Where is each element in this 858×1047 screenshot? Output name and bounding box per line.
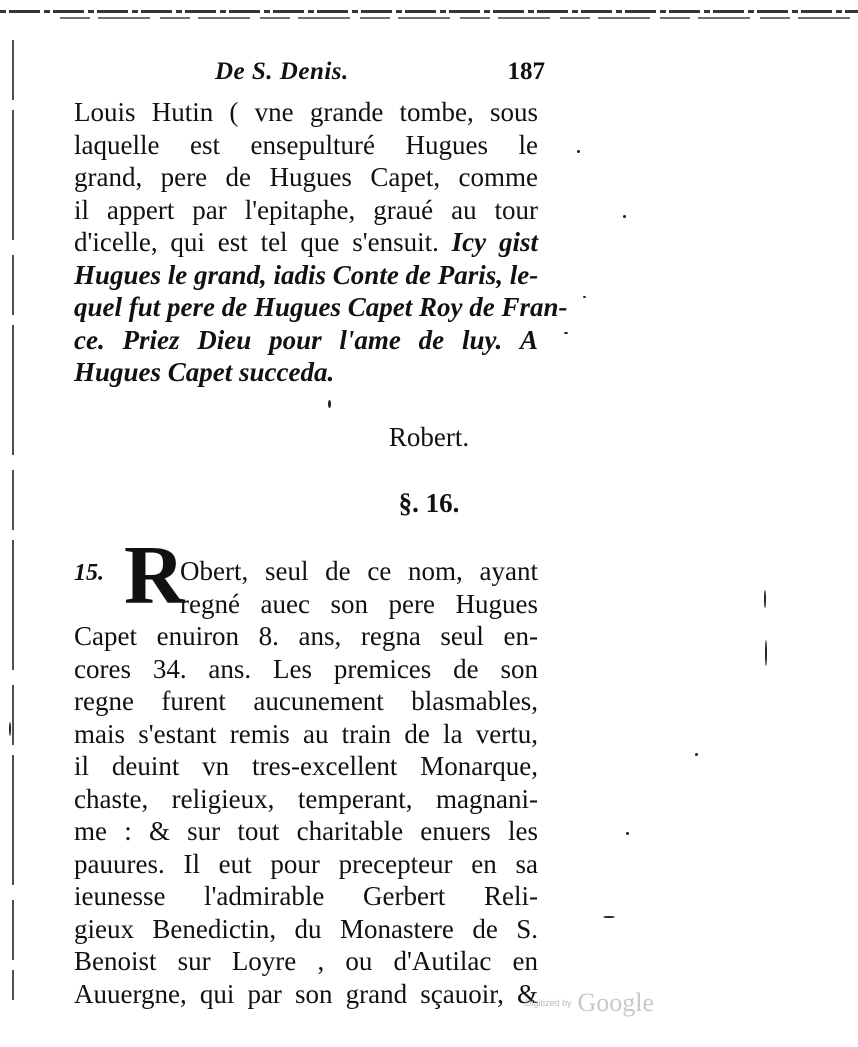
text-line: mais s'estant remis au train de la vertu, xyxy=(74,718,538,749)
drop-cap: R xyxy=(124,529,185,622)
scan-speck xyxy=(764,590,766,608)
page-number: 187 xyxy=(507,58,545,85)
text-line: pauures. Il eut pour precepteur en sa xyxy=(74,848,538,879)
epitaph-text: Priez Dieu pour l'ame de luy. xyxy=(122,324,503,355)
scan-speck xyxy=(695,753,698,756)
digitization-watermark xyxy=(525,988,654,1018)
scan-speck xyxy=(583,296,586,298)
scan-speck xyxy=(9,722,11,736)
watermark-prefix: Digitized by xyxy=(525,998,572,1008)
text-line: il appert par l'epitaphe, graué au tour xyxy=(74,194,538,225)
text-line: gieux Benedictin, du Monastere de S. xyxy=(74,913,538,944)
scan-speck xyxy=(577,150,580,153)
paragraph-mark: §. 16. xyxy=(398,488,460,518)
text-run: d'icelle, qui est tel que s'ensuit. xyxy=(74,227,439,257)
text-line: me : & sur tout charitable enuers les xyxy=(74,816,538,846)
scan-speck xyxy=(626,832,629,835)
text-line: Obert, seul de ce nom, ayant xyxy=(180,556,538,586)
top-paragraph xyxy=(74,96,568,389)
scan-speck xyxy=(623,215,626,218)
text-line xyxy=(74,324,538,357)
text-line: il deuint vn tres-excellent Monarque, xyxy=(74,751,538,781)
epitaph-line: Hugues le grand, iadis Conte de Paris, le- xyxy=(74,259,539,290)
text-line: Louis Hutin ( vne grande tombe, sous xyxy=(74,97,538,127)
scan-speck xyxy=(564,332,568,334)
scan-artifact-line xyxy=(0,10,858,13)
marginal-number: 15. xyxy=(74,560,104,586)
text-line: grand, pere de Hugues Capet, comme xyxy=(74,162,538,192)
epitaph-text: Icy gist xyxy=(451,227,538,257)
robert-paragraph xyxy=(74,620,538,1010)
page-gutter-edge xyxy=(12,40,14,1000)
text-line: regne furent aucunement blasmables, xyxy=(74,686,538,716)
epitaph-line: quel fut pere de Hugues Capet Roy de Fran- xyxy=(74,292,568,322)
text-line: Auuergne, qui par son grand sçauoir, & xyxy=(74,978,538,1009)
epitaph-line: Hugues Capet succeda. xyxy=(74,357,335,387)
watermark-brand: Google xyxy=(577,988,655,1017)
paragraph-symbol: A xyxy=(520,324,539,355)
text-line: cores 34. ans. Les premices de son xyxy=(74,653,538,684)
text-line: chaste, religieux, temperant, magnani- xyxy=(74,783,538,814)
scan-speck xyxy=(328,400,331,408)
scan-speck xyxy=(603,916,615,918)
section-heading: Robert. xyxy=(388,422,470,452)
text-line: Benoist sur Loyre , ou d'Autilac en xyxy=(74,946,538,976)
text-run: ce. xyxy=(74,324,123,355)
running-head xyxy=(215,58,545,92)
text-line: ieunesse l'admirable Gerbert Reli- xyxy=(74,881,538,911)
text-line: regné auec son pere Hugues xyxy=(180,588,538,619)
text-line: Capet enuiron 8. ans, regna seul en- xyxy=(74,621,538,651)
text-line: laquelle est ensepulturé Hugues le xyxy=(74,129,538,160)
drop-cap-lines xyxy=(180,555,538,620)
running-title: De S. Denis. xyxy=(215,58,349,85)
scan-speck xyxy=(765,640,767,666)
scan-artifact-line xyxy=(60,17,858,19)
text-line xyxy=(74,226,538,259)
